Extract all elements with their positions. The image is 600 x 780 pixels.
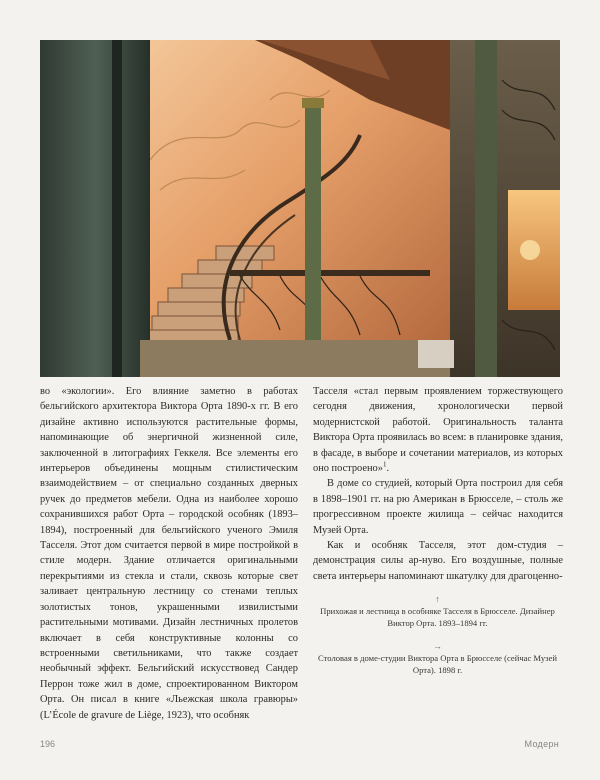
paragraph: во «экологии». Его влияние заметно в работах бельгийского архитектора Виктора Орта 1890-х гг. В его дизайне активно используются растительные формы, напоминающие об энергичной жизненной силе, заключенной в литографиях Геккеля. Все элементы его интерьеров объединены мощным стилистическим взаимодействием – от специально созданных дверных ручек до предметов мебели. Одна из наиболее хорошо сохранившихся работ Орта – городской особняк (1893–1894), построенный для бельгийского ученого Эмиля Тасселя. Этот дом считается первой в мире постройкой в стиле модерн. Здание отличается оригинальными перекрытиями из стекла и стали, сквозь которые свет заливает центральную лестницу со стенами теплых золотистых тонов, украшенными извилистыми растительными мотивами. Дизайн лестничных пролетов включает в себя конструктивные колонны со встроенными светильниками, что также создает необычный эффект. Бельгийский искусствовед Сандер Перрон тоже жил в доме, спроектированном Виктором Орта. Он писал в книге «Льежская школа гравюры» (L’École de gravure de Liège, 1923), что особняк xyxy=(40,386,298,721)
paragraph-text: Тасселя «стал первым проявлением торжествующего сегодня движения, хронологически первой модернистской работой. Оригинальность таланта Виктора Орта проявилась во всем: в планировке здания, в фасаде, в выборе и сочетании материалов, из которых оно построено» xyxy=(313,386,563,475)
paragraph-end: . xyxy=(386,463,390,475)
arrow-up-icon: ↑ xyxy=(435,594,440,604)
paragraph xyxy=(313,384,563,476)
footnote-marker: 1 xyxy=(382,460,387,469)
section-title: Модерн xyxy=(524,739,559,749)
page-number: 196 xyxy=(40,739,56,749)
caption-text: Столовая в доме-студии Виктора Орта в Брюсселе (сейчас Музей Орта). 1898 г. xyxy=(318,653,557,675)
paragraph: Как и особняк Тасселя, этот дом-студия – демонстрация силы ар-нуво. Его воздушные, полные света интерьеры напоминают шкатулку для драгоценно- xyxy=(313,540,563,582)
photo-caption-dining-room xyxy=(315,641,560,676)
paragraph: В доме со студией, который Орта построил для себя в 1898–1901 гг. на рю Американ в Брюсселе, – столь же прогрессивном проекте жилища – сейчас находится Музей Орта. xyxy=(313,478,563,536)
staircase-illustration xyxy=(40,40,560,377)
staircase-photo xyxy=(40,40,560,377)
caption-text: Прихожая и лестница в особняке Тасселя в Брюсселе. Дизайнер Виктор Орта. 1893–1894 гг. xyxy=(320,606,555,628)
photo-caption-staircase xyxy=(315,594,560,629)
arrow-right-icon: → xyxy=(433,641,442,651)
left-text-column xyxy=(40,384,298,723)
right-text-column xyxy=(313,384,563,584)
